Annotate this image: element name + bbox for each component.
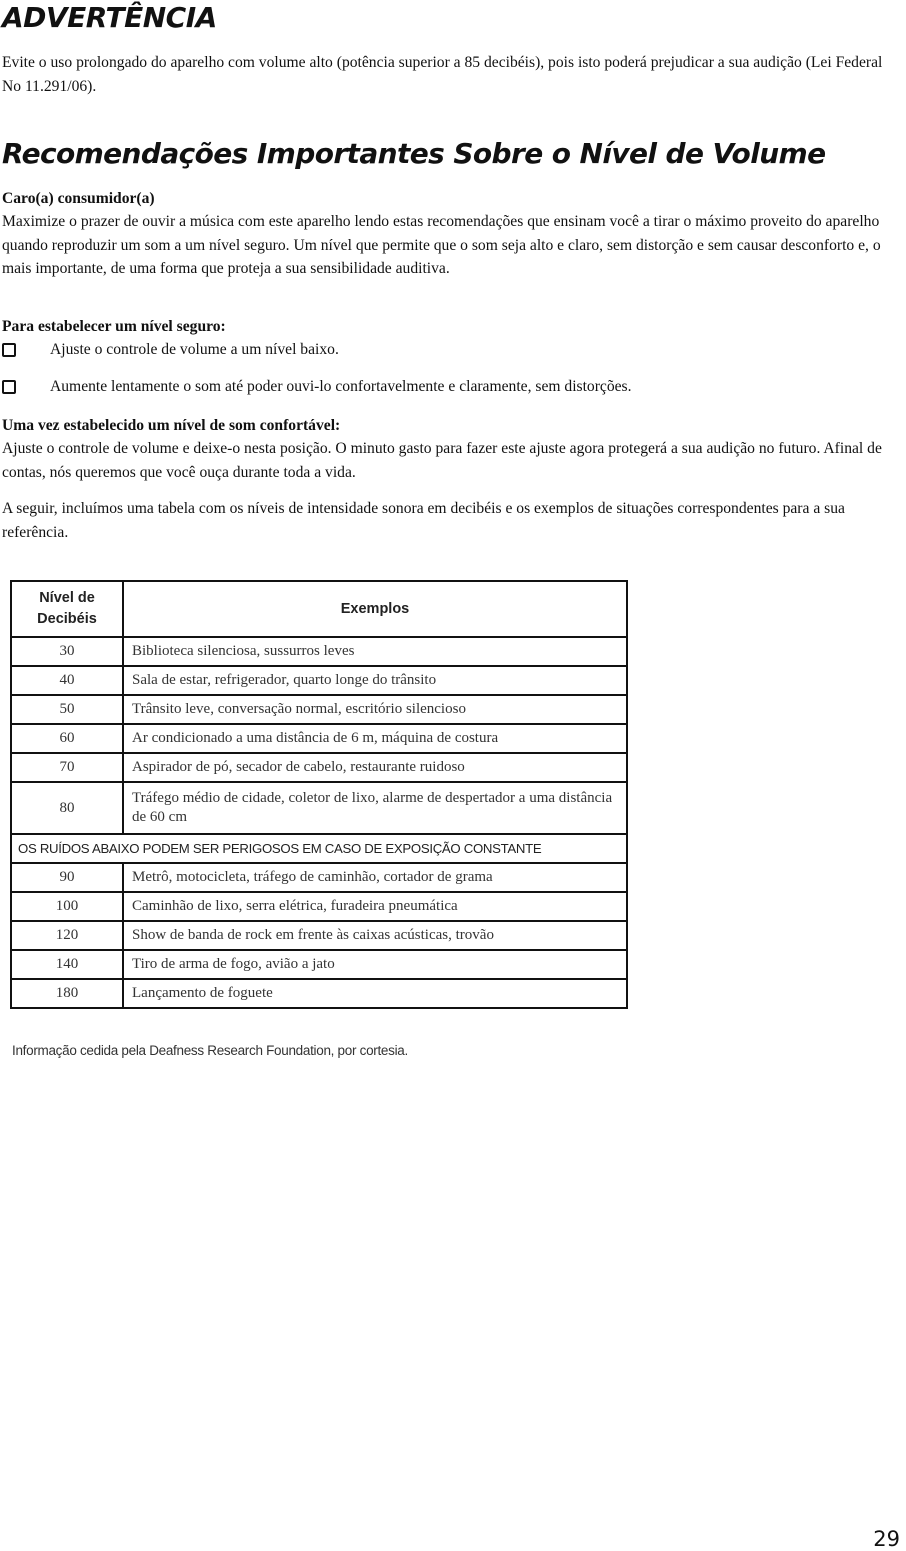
- step-item: [2, 375, 632, 399]
- header-level: [11, 581, 123, 637]
- level-cell: 50: [11, 695, 123, 724]
- danger-notice: OS RUÍDOS ABAIXO PODEM SER PERIGOSOS EM CASO DE EXPOSIÇÃO CONSTANTE: [11, 834, 627, 863]
- example-cell: Sala de estar, refrigerador, quarto longe do trânsito: [123, 666, 627, 695]
- example-cell: Metrô, motocicleta, tráfego de caminhão, cortador de grama: [123, 863, 627, 892]
- level-cell: 70: [11, 753, 123, 782]
- warning-text: Evite o uso prolongado do aparelho com volume alto (potência superior a 85 decibéis), pois isto poderá prejudicar a sua audição (Lei Federal No 11.291/06).: [2, 54, 883, 95]
- level-cell: 30: [11, 637, 123, 666]
- table-row: [11, 979, 627, 1008]
- example-cell: Tiro de arma de fogo, avião a jato: [123, 950, 627, 979]
- table-row: [11, 921, 627, 950]
- level-cell: 40: [11, 666, 123, 695]
- page-number: 29: [873, 1527, 900, 1551]
- step-text: Ajuste o controle de volume a um nível baixo.: [50, 341, 339, 358]
- decibel-table: [10, 580, 628, 1009]
- header-level-line1: Nível de: [39, 590, 95, 606]
- comfortable-text: Ajuste o controle de volume e deixe-o nesta posição. O minuto gasto para fazer este ajuste agora protegerá a sua audição no futuro. Afinal de contas, nós queremos que você ouça durante toda a vida.: [2, 440, 882, 481]
- warning-title: ADVERTÊNCIA: [2, 1, 217, 34]
- table-credit: Informação cedida pela Deafness Research Foundation, por cortesia.: [12, 1043, 408, 1058]
- example-cell: Biblioteca silenciosa, sussurros leves: [123, 637, 627, 666]
- table-row: [11, 753, 627, 782]
- example-cell: Aspirador de pó, secador de cabelo, restaurante ruidoso: [123, 753, 627, 782]
- example-cell: Lançamento de foguete: [123, 979, 627, 1008]
- recommendations-title: Recomendações Importantes Sobre o Nível de Volume: [2, 137, 826, 170]
- example-cell: Caminhão de lixo, serra elétrica, furadeira pneumática: [123, 892, 627, 921]
- greeting: Caro(a) consumidor(a): [2, 190, 155, 207]
- step-text: Aumente lentamente o som até poder ouvi-lo confortavelmente e claramente, sem distorções.: [50, 378, 632, 395]
- level-cell: 100: [11, 892, 123, 921]
- table-row: [11, 950, 627, 979]
- checkbox-icon: [2, 380, 16, 394]
- level-cell: 60: [11, 724, 123, 753]
- comfortable-heading: Uma vez estabelecido um nível de som confortável:: [2, 417, 341, 434]
- table-header-row: [11, 581, 627, 637]
- table-row: [11, 782, 627, 834]
- level-cell: 180: [11, 979, 123, 1008]
- table-row: [11, 637, 627, 666]
- checkbox-icon: [2, 343, 16, 357]
- example-cell: Ar condicionado a uma distância de 6 m, máquina de costura: [123, 724, 627, 753]
- header-level-line2: Decibéis: [37, 611, 97, 627]
- table-intro: A seguir, incluímos uma tabela com os níveis de intensidade sonora em decibéis e os exemplos de situações correspondentes para a sua referência.: [2, 500, 845, 541]
- step-item: [2, 338, 339, 362]
- level-cell: 120: [11, 921, 123, 950]
- level-cell: 80: [11, 782, 123, 834]
- level-cell: 90: [11, 863, 123, 892]
- example-cell: Trânsito leve, conversação normal, escritório silencioso: [123, 695, 627, 724]
- safe-level-heading: Para estabelecer um nível seguro:: [2, 318, 226, 335]
- danger-notice-row: [11, 834, 627, 863]
- table-row: [11, 863, 627, 892]
- table-row: [11, 892, 627, 921]
- table-row: [11, 666, 627, 695]
- level-cell: 140: [11, 950, 123, 979]
- table-row: [11, 695, 627, 724]
- header-examples: Exemplos: [123, 581, 627, 637]
- example-cell: Show de banda de rock em frente às caixas acústicas, trovão: [123, 921, 627, 950]
- intro-paragraph: Maximize o prazer de ouvir a música com este aparelho lendo estas recomendações que ensinam você a tirar o máximo proveito do aparelho quando reproduzir um som a um nível seguro. Um nível que permite que o som seja alto e claro, sem distorção e sem causar desconforto e, o mais importante, de uma forma que proteja a sua sensibilidade auditiva.: [2, 213, 881, 277]
- example-cell: Tráfego médio de cidade, coletor de lixo, alarme de despertador a uma distância de 60 cm: [123, 782, 627, 834]
- table-row: [11, 724, 627, 753]
